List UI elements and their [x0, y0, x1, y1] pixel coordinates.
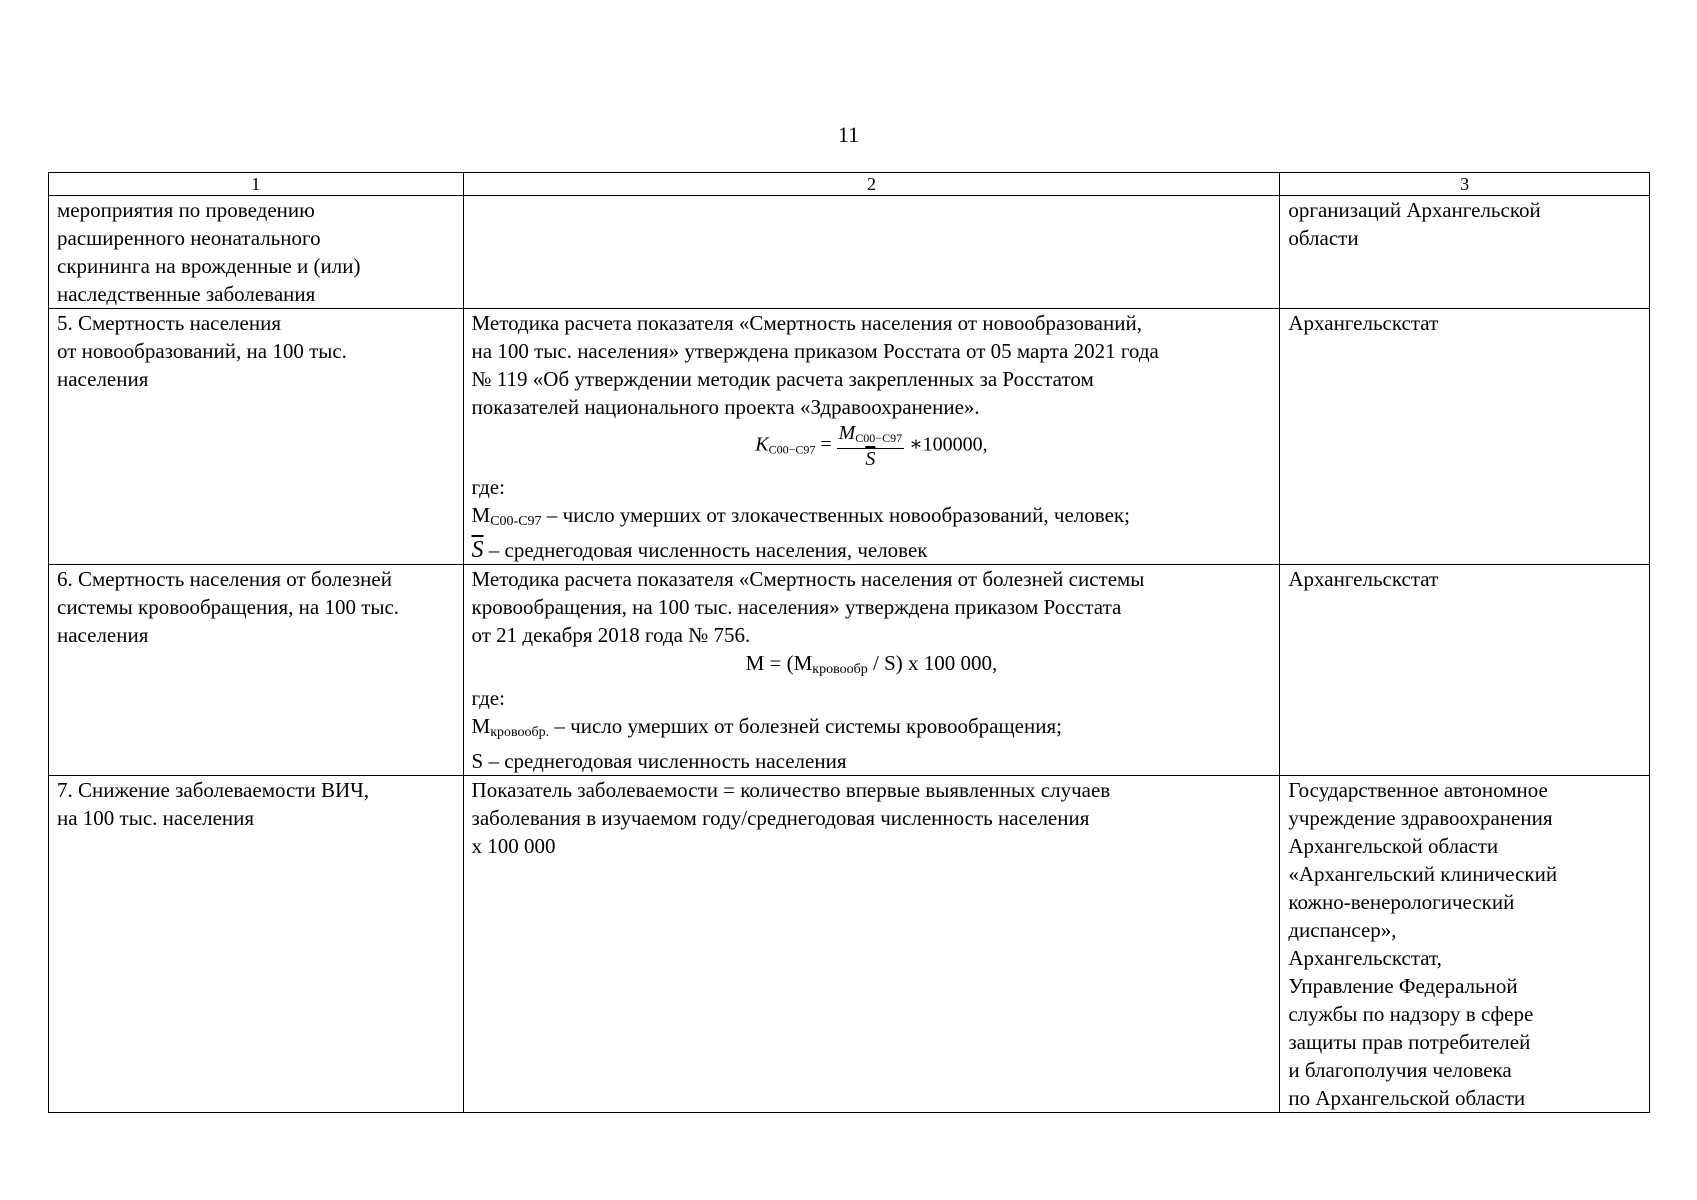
formula-lhs: K	[755, 433, 769, 456]
formula-end: / S) х 100 000,	[867, 651, 998, 675]
table-row	[49, 776, 1650, 1113]
indicator-cell	[49, 309, 464, 565]
formula-eq: =	[820, 433, 832, 456]
cell-line: по Архангельской области	[1288, 1086, 1526, 1110]
method-cell	[463, 565, 1280, 776]
source-cell	[1280, 565, 1650, 776]
cell-line: Методика расчета показателя «Смертность населения от болезней системы	[471, 567, 1145, 591]
cell-line: на 100 тыс. населения» утверждена приказом Росстата от 05 марта 2021 года	[471, 339, 1159, 363]
cell-line: 6. Смертность населения от болезней	[57, 567, 392, 591]
def-text: – число умерших от злокачественных новообразований, человек;	[541, 503, 1130, 527]
source-cell	[1280, 776, 1650, 1113]
cell-line: Методика расчета показателя «Смертность населения от новообразований,	[471, 311, 1142, 335]
formula-start: М = (М	[745, 651, 813, 675]
source-cell	[1280, 196, 1650, 309]
cell-line: службы по надзору в сфере	[1288, 1002, 1534, 1026]
formula-lhs-sub: C00−C97	[768, 442, 816, 457]
method-cell	[463, 309, 1280, 565]
cell-line: № 119 «Об утверждении методик расчета закрепленных за Росстатом	[471, 367, 1094, 391]
formula-fraction	[837, 423, 904, 469]
where-label: где:	[471, 475, 505, 499]
cell-line: Государственное автономное	[1288, 778, 1548, 802]
header-col-3: 3	[1280, 173, 1650, 196]
cell-line: 7. Снижение заболеваемости ВИЧ,	[57, 778, 370, 802]
formula-num-sub: C00−C97	[855, 431, 903, 445]
cell-line: наследственные заболевания	[57, 282, 316, 306]
cell-line: системы кровообращения, на 100 тыс.	[57, 595, 400, 619]
method-cell	[463, 196, 1280, 309]
definition-line	[472, 501, 1272, 536]
cell-line: «Архангельский клинический	[1288, 862, 1558, 886]
cell-line: скрининга на врожденные и (или)	[57, 254, 361, 278]
def-symbol: М	[471, 714, 491, 738]
definition-line	[472, 712, 1272, 747]
table-row	[49, 565, 1650, 776]
cell-line: Архангельскстат,	[1288, 946, 1442, 970]
table-row	[49, 309, 1650, 565]
cell-line: х 100 000	[471, 834, 556, 858]
definition-line	[472, 536, 1272, 564]
formula-num-symbol: M	[838, 422, 856, 444]
cell-line: от новообразований, на 100 тыс.	[57, 339, 347, 363]
cell-line: и благополучия человека	[1288, 1058, 1512, 1082]
circulatory-formula	[472, 649, 1272, 684]
page-number: 11	[837, 122, 860, 147]
header-col-2: 2	[463, 173, 1280, 196]
formula-sub: кровообр	[812, 662, 868, 677]
def-symbol: $\overline{S}$	[471, 537, 484, 563]
where-label: где:	[471, 686, 505, 710]
cell-line: кожно-венерологический	[1288, 890, 1515, 914]
def-symbol: M	[471, 503, 491, 527]
cell-line: защиты прав потребителей	[1288, 1030, 1531, 1054]
cell-line: Архангельскстат	[1288, 567, 1439, 591]
cell-line: Архангельской области	[1288, 834, 1499, 858]
table-header-row	[49, 173, 1650, 196]
header-col-1: 1	[49, 173, 464, 196]
cell-line: заболевания в изучаемом году/среднегодовая численность населения	[471, 806, 1090, 830]
cell-line: Управление Федеральной	[1288, 974, 1518, 998]
cell-line: Показатель заболеваемости = количество впервые выявленных случаев	[471, 778, 1111, 802]
cell-line: 5. Смертность населения	[57, 311, 281, 335]
formula-numerator	[837, 423, 904, 449]
cell-line: организаций Архангельской	[1288, 198, 1541, 222]
def-text: – среднегодовая численность населения, человек	[483, 538, 928, 562]
cell-line: на 100 тыс. населения	[57, 806, 255, 830]
indicator-cell	[49, 196, 464, 309]
definition-line: S – среднегодовая численность населения	[471, 749, 847, 773]
def-sub: кровообр.	[490, 725, 550, 740]
cell-line: мероприятия по проведению	[57, 198, 315, 222]
cell-line: показателей национального проекта «Здравоохранение».	[471, 395, 980, 419]
indicators-table	[48, 172, 1650, 1113]
cell-line: расширенного неонатального	[57, 226, 321, 250]
cell-line: Архангельскстат	[1288, 311, 1439, 335]
cell-line: населения	[57, 623, 149, 647]
cell-line: населения	[57, 367, 149, 391]
indicator-cell	[49, 565, 464, 776]
cell-line: от 21 декабря 2018 года № 756.	[471, 623, 751, 647]
cell-line: диспансер»,	[1288, 918, 1397, 942]
def-text: – число умерших от болезней системы кровообращения;	[549, 714, 1062, 738]
cell-line: кровообращения, на 100 тыс. населения» утверждена приказом Росстата	[471, 595, 1122, 619]
def-sub: C00-C97	[490, 514, 542, 529]
mortality-formula	[472, 421, 1272, 473]
formula-denominator: S	[865, 448, 876, 470]
formula-rhs: ∗100000,	[909, 433, 988, 456]
indicator-cell	[49, 776, 464, 1113]
source-cell	[1280, 309, 1650, 565]
table-row	[49, 196, 1650, 309]
cell-line: области	[1288, 226, 1359, 250]
method-cell	[463, 776, 1280, 1113]
cell-line: учреждение здравоохранения	[1288, 806, 1553, 830]
